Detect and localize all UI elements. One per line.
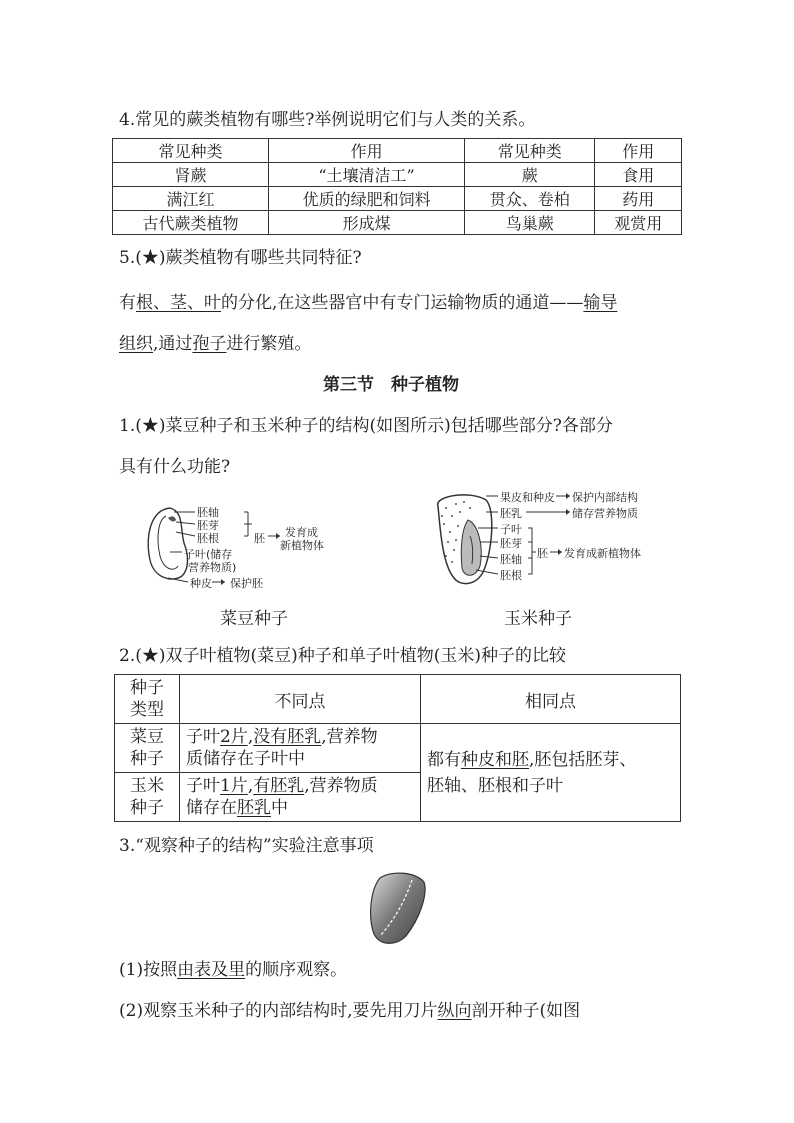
corn-label-develop: 发育成新植物体 [564, 547, 641, 560]
corn-label-coty: 子叶 [500, 523, 522, 536]
table-cell: 形成煤 [269, 211, 465, 235]
corn-label-pericarp: 果皮和种皮 [500, 491, 555, 504]
q5-answer-line1: 有根、茎、叶的分化,在这些器官中有专门运输物质的通道——输导 [119, 293, 618, 313]
corn-caption: 玉米种子 [504, 609, 572, 629]
table-header: 常见种类 [113, 139, 269, 163]
table-cell: 肾蕨 [113, 163, 269, 187]
bean-label-coty2: 营养物质) [188, 561, 237, 574]
table-cell: “土壤清洁工” [269, 163, 465, 187]
bean-label-develop2: 新植物体 [280, 539, 324, 552]
table-cell: 食用 [595, 163, 682, 187]
corn-label-root: 胚根 [500, 569, 522, 582]
table-row [113, 211, 682, 235]
bean-label-axis: 胚轴 [197, 506, 219, 519]
table-cell: 满江红 [113, 187, 269, 211]
s3-title: 3.“观察种子的结构”实验注意事项 [119, 836, 374, 856]
corn-kernel-cut-illustration [366, 870, 430, 948]
table-header-same: 相同点 [421, 675, 681, 724]
table-cell: 贯众、卷柏 [465, 187, 595, 211]
corn-label-bud: 胚芽 [500, 537, 522, 550]
table-header-type: 种子 类型 [115, 675, 180, 724]
same-cell: 都有种皮和胚,胚包括胚芽、 胚轴、胚根和子叶 [421, 724, 681, 822]
s1-question-line2: 具有什么功能? [119, 457, 231, 477]
bean-label-coat: 种皮 [190, 577, 212, 590]
corn-label-axis: 胚轴 [500, 553, 522, 566]
table-cell: 优质的绿肥和饲料 [269, 187, 465, 211]
table-row [113, 163, 682, 187]
corn-diff-cell: 子叶1片,有胚乳,营养物质 储存在胚乳中 [180, 773, 421, 822]
bean-label-protect: 保护胚 [230, 577, 263, 590]
s3-item2: (2)观察玉米种子的内部结构时,要先用刀片纵向剖开种子(如图 [119, 1001, 581, 1021]
table-header: 作用 [269, 139, 465, 163]
table-cell: 鸟巢蕨 [465, 211, 595, 235]
seed-compare-table [114, 674, 681, 822]
q5-title: 5.(★)蕨类植物有哪些共同特征? [119, 248, 362, 268]
table-cell: 药用 [595, 187, 682, 211]
table-row [115, 675, 681, 724]
bean-diff-cell: 子叶2片,没有胚乳,营养物 质储存在子叶中 [180, 724, 421, 773]
corn-label-embryo: 胚 [537, 547, 548, 560]
bean-label-develop1: 发育成 [285, 526, 318, 539]
bean-label-bud: 胚芽 [197, 519, 219, 532]
section-title: 第三节 种子植物 [323, 375, 459, 395]
bean-label-root: 胚根 [197, 532, 219, 545]
bean-label-coty1: 子叶(储存 [184, 548, 233, 561]
corn-seed-illustration [430, 486, 690, 596]
q5-answer-line2: 组织,通过孢子进行繁殖。 [119, 334, 312, 354]
row-label-corn: 玉米 种子 [115, 773, 180, 822]
s2-title: 2.(★)双子叶植物(菜豆)种子和单子叶植物(玉米)种子的比较 [119, 646, 567, 666]
corn-seed-figure [430, 486, 690, 596]
table-cell: 蕨 [465, 163, 595, 187]
bean-seed-figure [140, 498, 370, 598]
bean-caption: 菜豆种子 [220, 609, 288, 629]
row-label-bean: 菜豆 种子 [115, 724, 180, 773]
s1-question-line1: 1.(★)菜豆种子和玉米种子的结构(如图所示)包括哪些部分?各部分 [119, 416, 613, 436]
s3-item1: (1)按照由表及里的顺序观察。 [119, 960, 348, 980]
table-row [113, 187, 682, 211]
table-header: 常见种类 [465, 139, 595, 163]
table-row [115, 724, 681, 773]
corn-label-store: 储存营养物质 [572, 507, 638, 520]
table-row [113, 139, 682, 163]
table-header-diff: 不同点 [180, 675, 421, 724]
corn-label-protect: 保护内部结构 [572, 491, 638, 504]
table-header: 作用 [595, 139, 682, 163]
corn-label-endosperm: 胚乳 [500, 507, 522, 520]
bean-label-embryo: 胚 [254, 532, 265, 545]
table-cell: 古代蕨类植物 [113, 211, 269, 235]
table-cell: 观赏用 [595, 211, 682, 235]
fern-table [112, 138, 682, 235]
q4-title: 4.常见的蕨类植物有哪些?举例说明它们与人类的关系。 [119, 110, 536, 130]
